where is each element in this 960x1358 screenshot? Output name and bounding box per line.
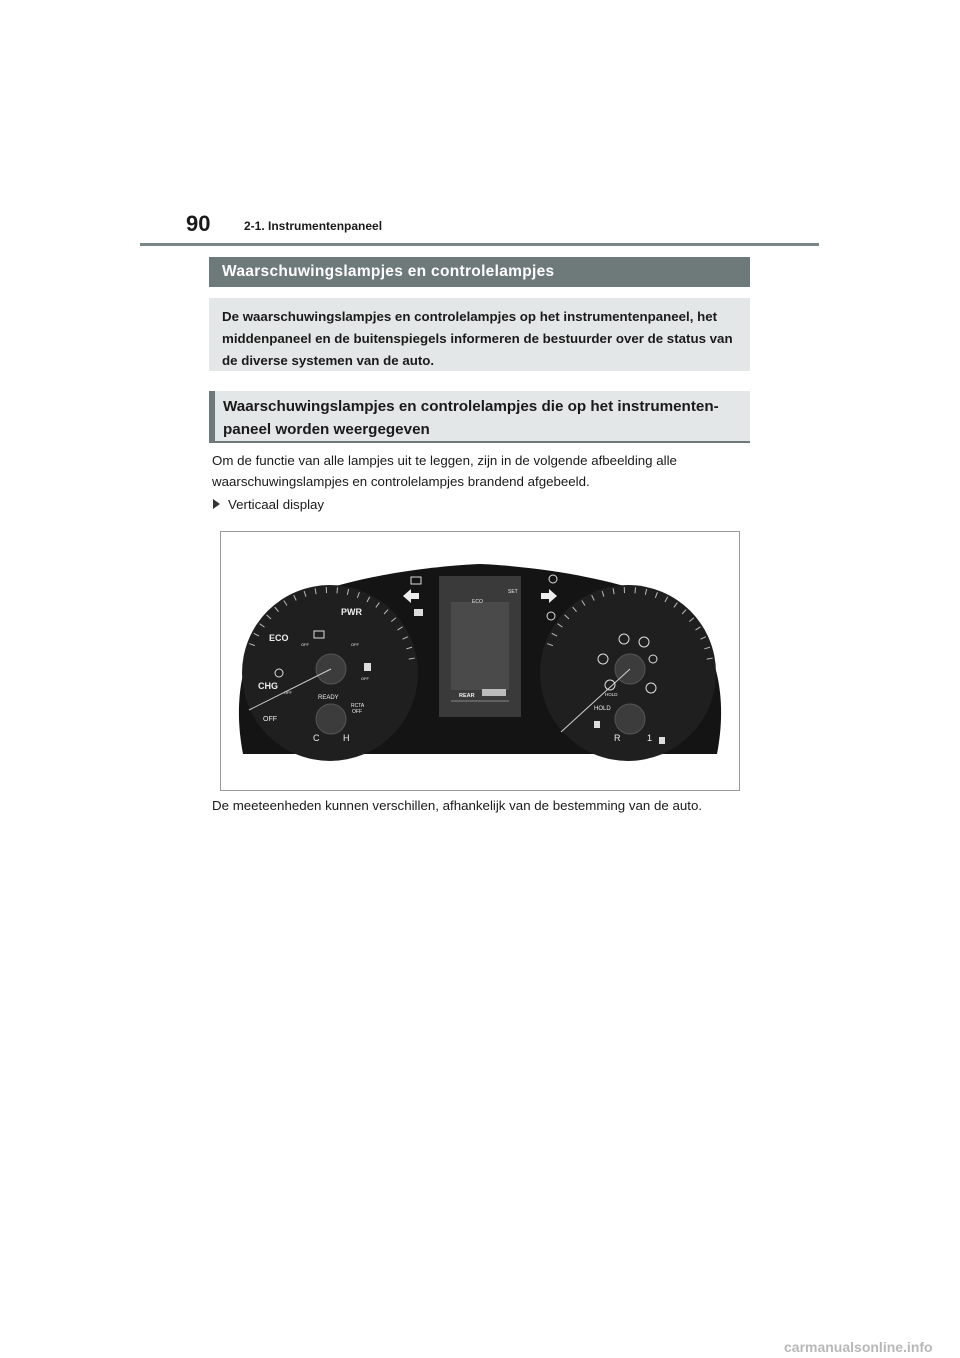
label-hold: HOLD: [594, 706, 611, 712]
label-off-small-4: OFF: [284, 690, 292, 695]
note-text: De meeteenheden kunnen verschillen, afhankelijk van de bestemming van de auto.: [212, 798, 703, 813]
instrument-cluster-figure: [220, 531, 740, 791]
label-hold-small: HOLD: [605, 692, 618, 697]
left-gauge-tick: [337, 587, 338, 593]
label-off-small-3: OFF: [361, 676, 369, 681]
label-ready: READY: [318, 695, 339, 701]
label-pwr: PWR: [341, 607, 362, 617]
label-c: C: [313, 733, 320, 743]
fuel-icon: [594, 721, 600, 728]
label-r: R: [614, 733, 621, 743]
left-gauge-hub-lower: [316, 704, 346, 734]
subheading: [209, 391, 750, 443]
section-title: Waarschuwingslampjes en controlelampjes: [209, 257, 750, 287]
label-off-small-1: OFF: [301, 642, 309, 647]
header-divider: [140, 243, 819, 246]
intro-box: [209, 298, 750, 371]
label-eco: ECO: [269, 633, 289, 643]
label-rcta-off: OFF: [352, 709, 362, 715]
watermark: carmanualsonline.info: [784, 1339, 933, 1355]
label-one: 1: [647, 733, 653, 743]
label-rear: REAR: [459, 693, 475, 699]
instrument-cluster-illustration: [221, 532, 739, 790]
stars-icon: [482, 689, 506, 696]
label-set: SET: [508, 589, 518, 595]
intro-text: De waarschuwingslampjes en controlelampjes op het instrumentenpaneel, het middenpaneel en de buitenspiegels informeren de bestuurder over de status van de diverse systemen van de auto.: [222, 309, 733, 368]
page-number: 90: [186, 211, 211, 236]
section-path: 2-1. Instrumentenpaneel: [244, 219, 383, 233]
label-off-small-2: OFF: [351, 642, 359, 647]
subheading-line-1: Waarschuwingslampjes en controlelampjes die op het instrumenten-: [223, 398, 719, 415]
body-paragraph: Om de functie van alle lampjes uit te leggen, zijn in de volgende afbeelding alle waarschuwingslampjes en controlelampjes brandend afgebeeld.: [212, 453, 677, 489]
seatbelt-icon: [364, 663, 371, 671]
high-beam-icon: [414, 609, 423, 616]
right-gauge-tick: [635, 587, 636, 593]
center-display-inner: [451, 602, 509, 690]
fuel-low-icon: [659, 737, 665, 744]
triangle-bullet-icon: [213, 499, 220, 509]
bullet-item: [213, 497, 324, 512]
subheading-line-2: paneel worden weergegeven: [223, 421, 430, 438]
label-center-eco: ECO: [472, 599, 483, 605]
label-h: H: [343, 733, 350, 743]
label-rcta: RCTA: [351, 703, 365, 709]
label-off: OFF: [263, 716, 277, 723]
label-chg: CHG: [258, 681, 278, 691]
bullet-label: Verticaal display: [228, 497, 325, 512]
right-gauge-hub-lower: [615, 704, 645, 734]
